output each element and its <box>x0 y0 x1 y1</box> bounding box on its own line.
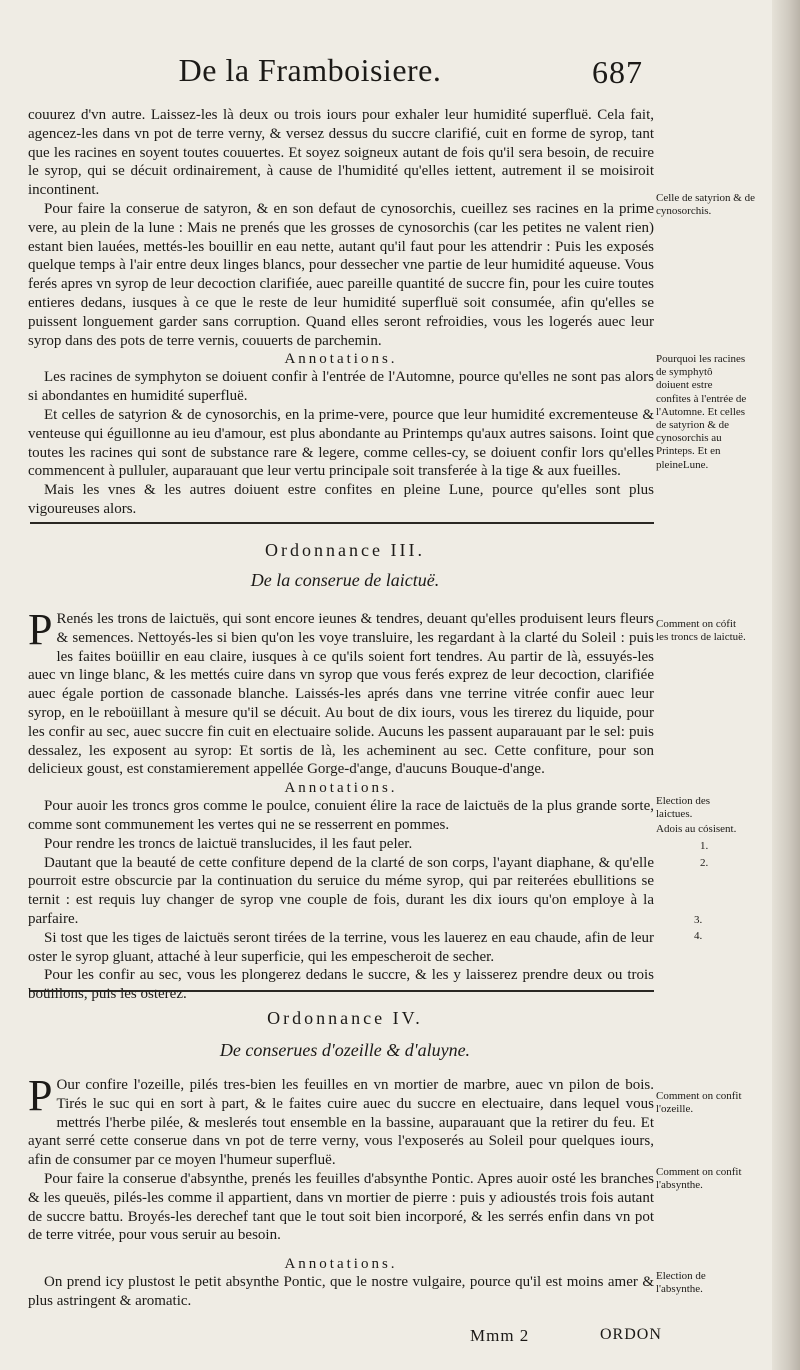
margin-note-symphyton: Pourquoi les racines de symphytô doiuent estre confites à l'entrée de l'Automne. Et celles de satyrion & de cynosorchis au Printeps. Et en pleineLune. <box>656 353 747 471</box>
paragraph <box>28 605 654 779</box>
margin-note-election-absynthe: Election de l'absynthe. <box>656 1270 706 1296</box>
margin-note-absynthe: Comment on confit l'absynthe. <box>656 1166 742 1192</box>
section-divider <box>30 990 654 992</box>
drop-cap: P <box>28 1071 53 1120</box>
drop-cap: P <box>28 605 53 654</box>
margin-note-laictue: Comment on cófit les troncs de laictuë. <box>656 618 746 644</box>
margin-note-ozeille: Comment on confit l'ozeille. <box>656 1090 742 1116</box>
annotation-paragraph: Pour les confir au sec, vous les plongerez dedans le succre, & les y laisserez prendre deux ou trois boüillons, puis les osterez. <box>28 967 654 1003</box>
annotation-paragraph: Si tost que les tiges de laictuës seront tirées de la terrine, vous les lauerez en eau chaude, afin de leur oster le syrop gluant, attaché à leur superficie, qui les empescheroit de secher. <box>28 929 654 965</box>
annotation-paragraph: Les racines de symphyton se doiuent confir à l'entrée de l'Automne, pource qu'elles ne sont pas alors si abondantes en humidité superfluë. <box>28 369 654 405</box>
annotation-paragraph: Pour auoir les troncs gros comme le poulce, conuient élire la race de laictuës de la plus grande sorte, comme sont communement les vertes qui ne se resserrent en pommes. <box>28 798 654 833</box>
margin-number: 3. <box>694 914 703 926</box>
paragraph <box>28 1071 654 1170</box>
ordonnance-subtitle: De conserues d'ozeille & d'aluyne. <box>219 1040 471 1060</box>
page-gutter <box>772 0 800 1370</box>
margin-number: 2. <box>700 857 709 869</box>
section-racines <box>28 106 654 519</box>
margin-number: 1. <box>700 840 709 852</box>
margin-note-satyrion: Celle de satyrion & de cynosorchis. <box>656 192 755 218</box>
section-ozeille <box>28 1071 654 1311</box>
annotation-paragraph: Et celles de satyrion & de cynosorchis, en la prime-vere, pource que leur humidité excrementeuse & venteuse qui éguillonne au ieu d'amour, est plus abondante au Printemps qu'aux autres saisons. Ioint que toutes les racines qui sont de substance rare & legere, comme celles-cy, se doiuent confir lors qu'elles commencent à pulluler, auparauant que leur vertu principale soit transferée à la tige & aux fueilles. <box>28 406 654 480</box>
margin-number: 4. <box>694 930 703 942</box>
catchword: ORDON <box>600 1326 662 1343</box>
page-header <box>0 52 800 102</box>
paragraph-text: Our confire l'ozeille, pilés tres-bien les feuilles en vn mortier de marbre, auec vn pilon de bois. Tirés le suc qui en sort à part, & le faites cuire auec du succre en electuaire, dans lequel vous mettrés l'herbe pilée, & meslerés tout ensemble en la bassine, auparauant que la retirer du feu. Et ayant serré cette conserue dans vn pot de terre verny, vous l'exposerés au Soleil pour quelques iours, afin de consumer par ce moyen l'humeur superfluë. <box>28 1077 654 1169</box>
section-divider <box>30 522 654 524</box>
signature-mark: Mmm 2 <box>470 1326 530 1345</box>
margin-note-election-laictues: Election des laictues. <box>656 795 711 821</box>
annotations-heading: Annotations. <box>284 1256 398 1273</box>
annotation-paragraph: On prend icy plustost le petit absynthe Pontic, que le nostre vulgaire, pource qu'il est moins amer & plus astringent & aromatic. <box>28 1274 654 1309</box>
paragraph: couurez d'vn autre. Laissez-les là deux ou trois iours pour exhaler leur humidité superfluë. Cela fait, agencez-les dans vn pot de terre verny, & versez dessus du succre clarifié, cuit en forme de syrop, tant que les racines en soyent toutes couuertes. Et soyez soigneux autant de fois qu'il sera besoin, de recuire le syrop, qui se décuit ordinairement, à cause de l'humidité qu'elles iettent, autrement il se moisiroit incontinent. <box>28 107 654 199</box>
annotation-paragraph: Pour rendre les troncs de laictuë translucides, il les faut peler. <box>44 835 413 852</box>
ordonnance-title: Ordonnance III. <box>265 540 425 560</box>
page-number: 687 <box>592 54 643 90</box>
running-title: De la Framboisiere. <box>178 52 442 88</box>
annotation-paragraph: Dautant que la beauté de cette confiture depend de la clarté de son corps, l'ayant diaphane, & qu'elle pourroit estre obscurcie par la continuation du seruice du méme syrop, qui par reiterées ebullitions se ternit : est requis luy changer de syrop vne couple de fois, durant les dix iours qu'on employe à la parfaire. <box>28 854 654 927</box>
ordonnance-title: Ordonnance IV. <box>267 1008 423 1028</box>
section-laictue <box>28 605 654 1004</box>
margin-note-adois: Adois au cósisent. <box>656 823 737 835</box>
annotations-heading: Annotations. <box>284 351 398 368</box>
paragraph: Pour faire la conserue d'absynthe, prenés les feuilles d'absynthe Pontic. Apres auoir osté les branches & les queuës, pilés-les comme il appartient, dans vn mortier de pierre : puis y adioustés trois fois autant de succre battu. Broyés-les derechef tant que le tout soit bien incorporé, & les serrés enfin dans vn pot de terre vitrée, pour vous seruir au besoin. <box>28 1170 654 1244</box>
ordonnance-subtitle: De la conserue de laictuë. <box>250 570 440 590</box>
annotations-heading: Annotations. <box>284 780 398 797</box>
annotation-paragraph: Mais les vnes & les autres doiuent estre confites en pleine Lune, pource qu'elles sont plus vigoureuses alors. <box>28 482 654 517</box>
paragraph-text: Renés les trons de laictuës, qui sont encore ieunes & tendres, deuant qu'elles produisent leurs fleurs & semences. Nettoyés-les si bien qu'on les voye transluire, les regardant à la clarté du Soleil : puis les faites boüillir en eau claire, iusques à ce qu'ils soient fort tendres. Au partir de là, essuyés-les auec vn linge blanc, & les mettés cuire dans vn syrop que vous ferés exprez de leur decoction, clarifiée auec égale portion de cassonade blanche. Laissés-les aprés dans vne terrine vitrée confir auec leur syrop, en le reboüillant à mesure qu'il se décuit. Au bout de dix iours, vous les tirerez du liquide, pour les confir au sec, auec succre fin cuit en electuaire solide. Aucuns les passent auparauant par le sel: puis dessalez, les exposent au syrop: Et sortis de là, les acheminent au sec. Cette confiture, pour son delicieux goust, est constamierement appellée Gorge-d'ange, d'aucuns Bouque-d'ange. <box>28 611 654 778</box>
paragraph: Pour faire la conserue de satyron, & en son defaut de cynosorchis, cueillez ses racines en la prime vere, au plein de la lune : Mais ne prenés que les grosses de cynosorchis (car les petites ne valent rien) estant bien lauées, mettés-les bouillir en eau nette, autant qu'il faut pour les attendrir : Puis les exposés quelque temps à l'air entre deux linges blancs, pour dessecher vne partie de leur humidité aqueuse. Vous ferés apres vn syrop de leur decoction clarifiée, auec pareille quantité de succre fin, pour les cuire toutes entieres dedans, iusques à ce que le reste de leur humidité superfluë soit consumée, afin qu'elles se puissent longuement garder sans corruption. Quand elles seront refroidies, vous les logerés auec leur syrop dans des pots de terre vernis, couuerts de parchemin. <box>28 200 654 349</box>
